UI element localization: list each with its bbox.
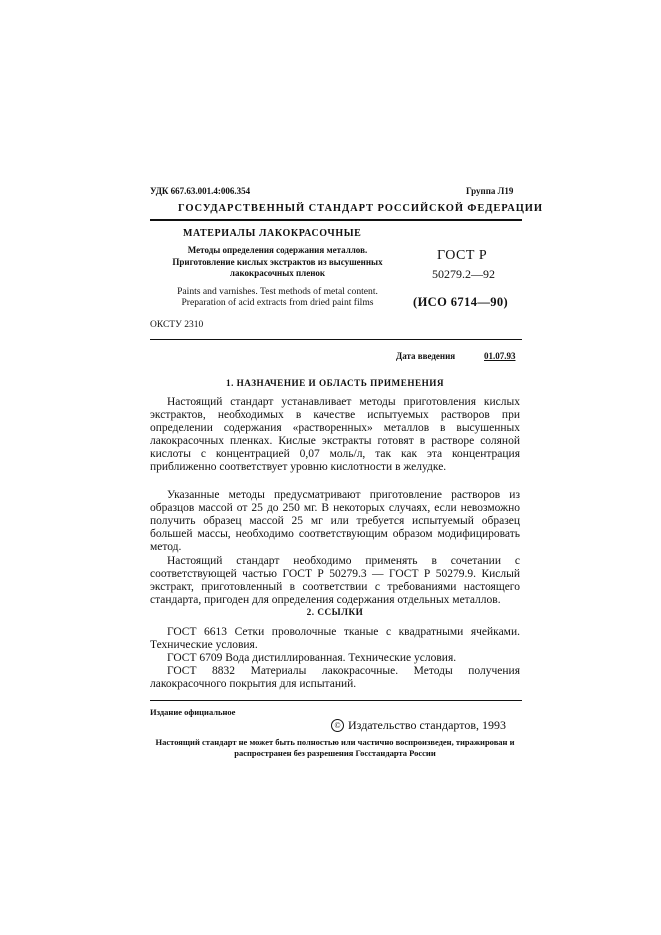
state-standard-title: ГОСУДАРСТВЕННЫЙ СТАНДАРТ РОССИЙСКОЙ ФЕДЕРАЦИИ [178,203,543,214]
iso-reference: (ИСО 6714—90) [413,295,509,309]
materials-title: МАТЕРИАЛЫ ЛАКОКРАСОЧНЫЕ [183,228,362,239]
gost-label: ГОСТ Р [437,248,488,263]
header-rule [150,219,522,221]
reference-text: ГОСТ 8832 Материалы лакокрасочные. Методы получения лакокрасочного покрытия для испытаний. [150,665,520,691]
section-1-paragraph [150,555,520,607]
reference-item [150,652,520,665]
section-1-heading: 1. НАЗНАЧЕНИЕ И ОБЛАСТЬ ПРИМЕНЕНИЯ [225,378,445,388]
paragraph-text: Указанные методы предусматривают приготовление растворов из образцов массой от 25 до 250 мг. В некоторых случаях, если невозможно получить образец массой 25 мг или требуется испытуемый образец большей массы, необходимо соответствующим образом модифицировать метод. [150,489,520,554]
reference-item [150,626,520,652]
okstu-code: ОКСТУ 2310 [150,320,204,330]
udk-code: УДК 667.63.001.4:006.354 [150,186,251,196]
copyright-icon: © [331,719,344,732]
gost-number: 50279.2—92 [432,267,495,281]
copyright [331,718,506,733]
intro-date-label: Дата введения [396,351,456,361]
reference-text: ГОСТ 6709 Вода дистиллированная. Технические условия. [167,652,457,664]
reference-item [150,665,520,691]
edition-label: Издание официальное [150,707,236,717]
title-rule [150,339,522,340]
russian-title: Методы определения содержания металлов. Приготовление кислых экстрактов из высушенных лакокрасочных пленок [172,245,383,278]
paragraph-text: Настоящий стандарт устанавливает методы приготовления кислых экстрактов, необходимых в качестве испытуемых растворов при определении содержания «растворенных» металлов в высушенных лакокрасочных пленках. Кислые экстракты готовят в растворе соляной кислоты с концентрацией 0,07 моль/л, так как эта концентрация приближенно соответствует уровню кислотности в желудке. [150,396,520,474]
reference-text: ГОСТ 6613 Сетки проволочные тканые с квадратными ячейками. Технические условия. [150,626,520,652]
english-title: Paints and varnishes. Test methods of metal content. Preparation of acid extracts from dried paint films [177,286,378,308]
section-2-heading: 2. ССЫЛКИ [306,607,364,617]
section-1-paragraph [150,396,520,475]
section-1-paragraph [150,489,520,554]
reproduction-notice: Настоящий стандарт не может быть полностью или частично воспроизведен, тиражирован и распространен без разрешения Госстандарта России [155,737,515,758]
copyright-text: Издательство стандартов, 1993 [348,718,506,732]
footer-rule [150,700,522,701]
paragraph-text: Настоящий стандарт необходимо применять в сочетании с соответствующей частью ГОСТ Р 50279.3 — ГОСТ Р 50279.9. Кислый экстракт, приготовленный в соответствии с требованиями настоящего стандарта, пригоден для определения содержания отдельных металлов. [150,555,520,607]
group-code: Группа Л19 [466,186,514,196]
intro-date-value: 01.07.93 [484,351,516,361]
